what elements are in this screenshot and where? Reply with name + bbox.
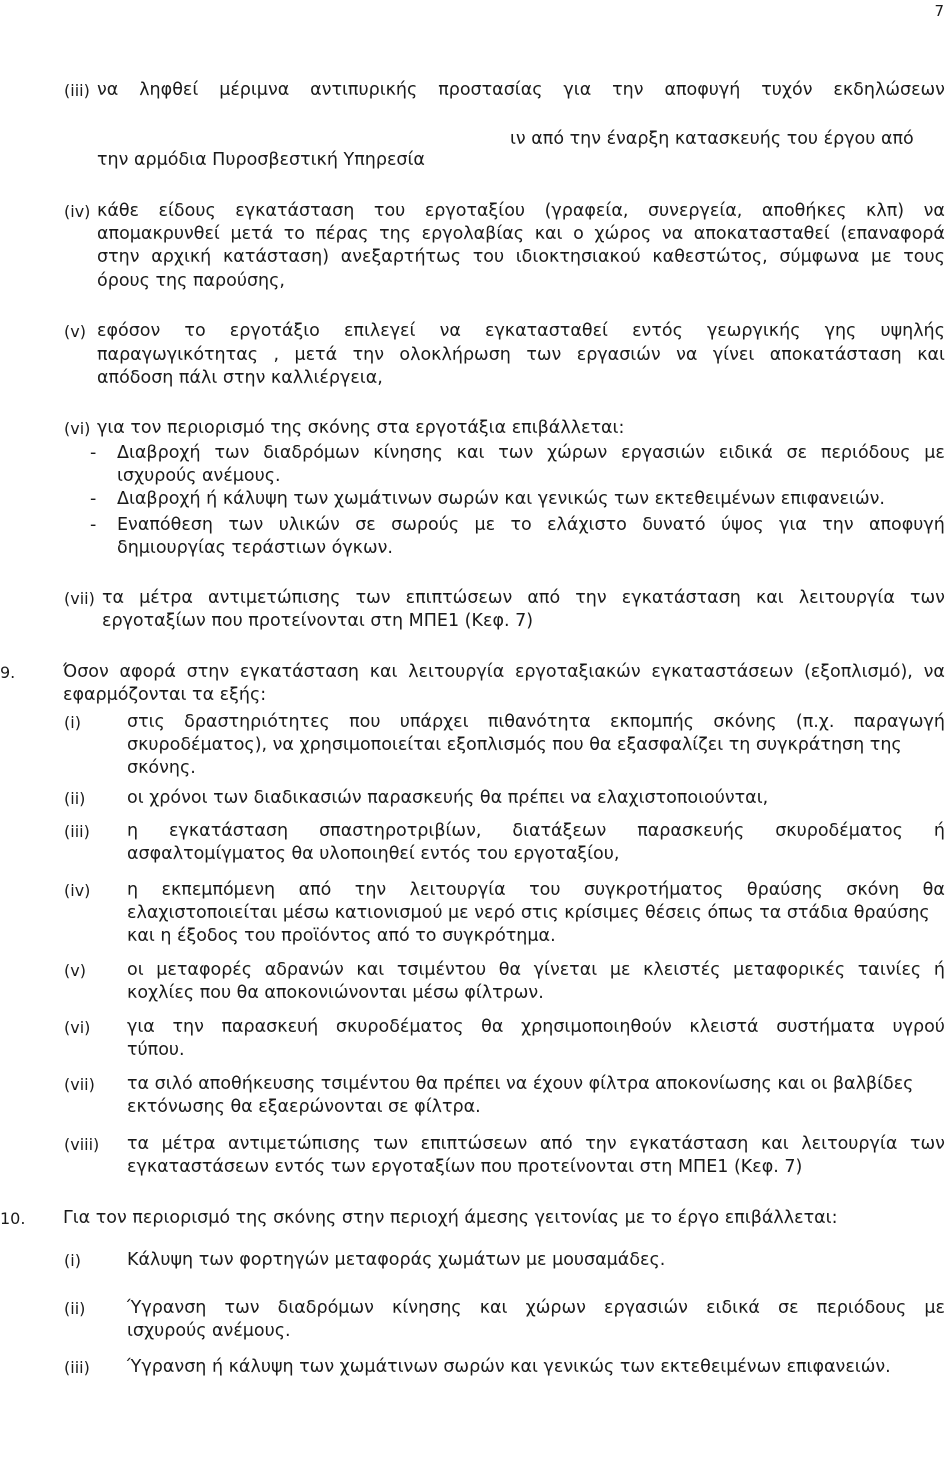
word: την xyxy=(612,80,644,100)
word: να xyxy=(923,662,945,682)
word: συστήματα xyxy=(776,1017,875,1037)
word: αποκατάσταση xyxy=(769,345,902,365)
paragraph-line xyxy=(97,79,945,102)
word: μετά xyxy=(294,345,338,365)
word: τα xyxy=(127,1134,150,1154)
word: ανεξαρτήτως xyxy=(340,247,462,267)
word: την xyxy=(575,588,607,608)
word: να xyxy=(661,224,684,244)
word: εργασιών xyxy=(621,443,706,463)
bullet-line: Διαβροχή ή κάλυψη των χωμάτινων σωρών και γενικώς των εκτεθειμένων επιφανειών. xyxy=(117,489,885,509)
bullet-line xyxy=(117,514,945,537)
paragraph-line: εργοταξίων που προτείνονται στη ΜΠΕ1 (Κεφ. 7) xyxy=(102,611,534,631)
word: (επαναφορά xyxy=(840,224,945,244)
word: εγκατάσταση xyxy=(235,201,355,221)
item-label: (iii) xyxy=(64,1358,90,1377)
word: με xyxy=(609,960,631,980)
bullet-line: ισχυρούς ανέμους. xyxy=(117,466,281,486)
word: Διαβροχή xyxy=(117,443,201,463)
paragraph-line: εκτόνωσης θα εξαερώνονται σε φίλτρα. xyxy=(127,1097,481,1117)
word: αποφυγή xyxy=(868,515,945,535)
word: εκδηλώσεων xyxy=(833,80,945,100)
word: παραγωγή xyxy=(853,712,945,732)
item-label: (viii) xyxy=(64,1135,100,1154)
word: ή xyxy=(933,821,945,841)
word: να xyxy=(923,201,945,221)
page-number: 7 xyxy=(934,2,944,20)
word: μέτρα xyxy=(161,1134,216,1154)
item-label: (iv) xyxy=(64,202,91,221)
word: τα xyxy=(102,588,125,608)
word: διατάξεων xyxy=(512,821,607,841)
word: χώρων xyxy=(547,443,608,463)
paragraph-line: σκυροδέματος), να χρησιμοποιείται εξοπλισμός που θα εξασφαλίζει τη συγκράτηση της xyxy=(127,735,902,755)
word: είδους xyxy=(158,201,216,221)
item-label: (vii) xyxy=(64,1075,95,1094)
word: εργολαβίας xyxy=(421,224,525,244)
word: να xyxy=(97,80,119,100)
word: εργοτάξιο xyxy=(229,321,320,341)
bullet-dash: - xyxy=(90,489,97,509)
word: παρασκευή xyxy=(221,1017,319,1037)
word: κίνησης xyxy=(392,1298,462,1318)
word: παρασκευής xyxy=(637,821,745,841)
word: το xyxy=(184,321,206,341)
word: και xyxy=(369,662,398,682)
paragraph-line: και η έξοδος του προϊόντος από το συγκρότημα. xyxy=(127,926,556,946)
word: εγκατάσταση xyxy=(239,662,359,682)
word: από xyxy=(527,588,561,608)
section-number: 10. xyxy=(0,1209,26,1228)
word: σπαστηροτριβίων, xyxy=(319,821,482,841)
word: για xyxy=(127,1017,155,1037)
item-label: (v) xyxy=(64,322,86,341)
word: για xyxy=(778,515,807,535)
bullet-line xyxy=(117,442,945,465)
word: εγκατάσταση xyxy=(169,821,289,841)
word: λειτουργία xyxy=(801,1134,898,1154)
word: τους xyxy=(903,247,945,267)
bullet-line: δημιουργίας τεράστιων όγκων. xyxy=(117,538,393,558)
word: των xyxy=(355,588,391,608)
word: θα xyxy=(481,1017,504,1037)
word: προστασίας xyxy=(438,80,543,100)
word: γίνει xyxy=(712,345,755,365)
word: παραγωγικότητας xyxy=(97,345,258,365)
word: εκπεμπόμενη xyxy=(161,880,276,900)
paragraph-line: όρους της παρούσης, xyxy=(97,271,285,291)
paragraph-line: εφαρμόζονται τα εξής: xyxy=(63,685,267,705)
word: υψηλής xyxy=(880,321,945,341)
paragraph-line xyxy=(97,344,945,367)
word: αρχική xyxy=(151,247,212,267)
word: και xyxy=(456,443,485,463)
word: μετά xyxy=(230,224,274,244)
word: καθεστώτος, xyxy=(652,247,768,267)
paragraph-line xyxy=(127,820,945,843)
word: το xyxy=(510,515,532,535)
word: ειδικά xyxy=(718,443,773,463)
word: σε xyxy=(778,1298,799,1318)
word: η xyxy=(127,821,139,841)
word: μεταφορικές xyxy=(733,960,846,980)
word: ο xyxy=(573,224,584,244)
paragraph-line xyxy=(127,959,945,982)
word: των xyxy=(228,515,264,535)
paragraph-line: οι χρόνοι των διαδικασιών παρασκευής θα πρέπει να ελαχιστοποιούνται, xyxy=(127,788,769,808)
word: εγκατάσταση xyxy=(629,1134,749,1154)
word: ειδικά xyxy=(706,1298,760,1318)
word: που xyxy=(349,712,381,732)
word: υπάρχει xyxy=(399,712,469,732)
word: με xyxy=(474,515,496,535)
item-label: (vi) xyxy=(64,419,91,438)
word: Όσον xyxy=(63,662,109,682)
word: πέρας xyxy=(315,224,369,244)
paragraph-line: ισχυρούς ανέμους. xyxy=(127,1321,291,1341)
word: απομακρυνθεί xyxy=(97,224,220,244)
word: ολοκλήρωση xyxy=(399,345,511,365)
word: θα xyxy=(498,960,522,980)
word: διαδρόμων xyxy=(263,443,360,463)
word: το xyxy=(283,224,305,244)
paragraph-line: για τον περιορισμό της σκόνης στα εργοτάξια επιβάλλεται: xyxy=(97,418,625,438)
word: για xyxy=(563,80,592,100)
section-number: 9. xyxy=(0,663,16,682)
word: επιλεγεί xyxy=(343,321,416,341)
word: αποκατασταθεί xyxy=(693,224,830,244)
word: συνεργεία, xyxy=(647,201,743,221)
word: και xyxy=(917,345,945,365)
word: σκόνης xyxy=(713,712,777,732)
paragraph-line xyxy=(127,879,945,902)
word: να xyxy=(439,321,461,341)
word: εγκατασταθεί xyxy=(484,321,608,341)
word: χώρος xyxy=(594,224,652,244)
word: συγκροτήματος xyxy=(583,880,724,900)
word: των xyxy=(909,1134,945,1154)
word: ή xyxy=(933,960,945,980)
paragraph-line xyxy=(127,1133,945,1156)
word: εγκατάσταση xyxy=(621,588,741,608)
word: επιπτώσεων xyxy=(405,588,513,608)
word: μέριμνα xyxy=(219,80,290,100)
word: με xyxy=(924,1298,945,1318)
bullet-dash: - xyxy=(90,515,97,535)
word: χρησιμοποιηθούν xyxy=(521,1017,672,1037)
paragraph-line: ελαχιστοποιείται μέσω κατιονισμού με νερό στις κρίσιμες θέσεις όπως τα στάδια θραύσης xyxy=(127,903,930,923)
word: των xyxy=(909,588,945,608)
word: κάθε xyxy=(97,201,140,221)
word: της xyxy=(379,224,412,244)
word: του xyxy=(373,201,406,221)
word: κλειστές xyxy=(643,960,721,980)
word: θα xyxy=(922,880,945,900)
word: εντός xyxy=(632,321,683,341)
word: εργασιών xyxy=(576,345,661,365)
word: την xyxy=(352,345,384,365)
word: στην xyxy=(186,662,230,682)
word: αποθήκες xyxy=(761,201,847,221)
word: ύψος xyxy=(720,515,764,535)
paragraph-line: τα σιλό αποθήκευσης τσιμέντου θα πρέπει να έχουν φίλτρα αποκονίωσης και οι βαλβίδες xyxy=(127,1074,914,1094)
item-label: (i) xyxy=(64,713,81,732)
word: σύμφωνα xyxy=(779,247,860,267)
bullet-dash: - xyxy=(90,443,97,463)
word: πιθανότητα xyxy=(487,712,591,732)
word: , xyxy=(273,345,280,365)
paragraph-line: Κάλυψη των φορτηγών μεταφοράς χωμάτων με μουσαμάδες. xyxy=(127,1250,666,1270)
word: γεωργικής xyxy=(706,321,801,341)
word: τσιμέντου xyxy=(396,960,487,980)
word: σκόνη xyxy=(846,880,900,900)
item-label: (i) xyxy=(64,1251,81,1270)
word: χώρων xyxy=(525,1298,586,1318)
word: και xyxy=(760,1134,789,1154)
word: περιόδους xyxy=(820,443,911,463)
word: κλπ) xyxy=(866,201,905,221)
paragraph-line xyxy=(63,661,945,684)
word: αντιμετώπισης xyxy=(228,1134,361,1154)
word: (π.χ. xyxy=(795,712,835,732)
word: επιπτώσεων xyxy=(420,1134,528,1154)
word: και xyxy=(479,1298,508,1318)
paragraph-line xyxy=(127,1297,945,1320)
word: μέτρα xyxy=(139,588,193,608)
paragraph-line: τύπου. xyxy=(127,1040,185,1060)
word: των xyxy=(214,443,250,463)
word: εργοταξιακών xyxy=(514,662,641,682)
paragraph-line: την αρμόδια Πυροσβεστική Υπηρεσία xyxy=(97,150,425,170)
word: από xyxy=(539,1134,573,1154)
word: των xyxy=(526,345,562,365)
word: κατάσταση) xyxy=(222,247,330,267)
word: αφορά xyxy=(119,662,176,682)
word: αντιμετώπισης xyxy=(208,588,341,608)
word: την xyxy=(172,1017,204,1037)
word: λειτουργία xyxy=(408,662,505,682)
paragraph-line: ιν από την έναρξη κατασκευής του έργου από xyxy=(510,129,914,149)
word: η xyxy=(127,880,139,900)
word: σκυροδέματος xyxy=(775,821,903,841)
item-label: (v) xyxy=(64,961,86,980)
item-label: (iv) xyxy=(64,881,91,900)
paragraph-line xyxy=(127,1016,945,1039)
word: γίνεται xyxy=(533,960,598,980)
word: εφόσον xyxy=(97,321,161,341)
word: ελάχιστο xyxy=(547,515,627,535)
paragraph-line: απόδοση πάλι στην καλλιέργεια, xyxy=(97,368,383,388)
word: ταινίες xyxy=(857,960,922,980)
word: εργασιών xyxy=(604,1298,688,1318)
word: δυνατό xyxy=(642,515,706,535)
word: κίνησης xyxy=(373,443,443,463)
word: στις xyxy=(127,712,165,732)
paragraph-line: Για τον περιορισμό της σκόνης στην περιοχή άμεσης γειτονίας με το έργο επιβάλλεται: xyxy=(63,1208,838,1228)
word: κλειστά xyxy=(689,1017,759,1037)
paragraph-line: Ύγρανση ή κάλυψη των χωμάτινων σωρών και γενικώς των εκτεθειμένων επιφανειών. xyxy=(127,1357,891,1377)
word: εγκαταστάσεων xyxy=(651,662,794,682)
word: Ύγρανση xyxy=(127,1298,207,1318)
word: την xyxy=(354,880,387,900)
paragraph-line xyxy=(97,200,945,223)
word: τυχόν xyxy=(761,80,813,100)
word: εργοταξίου xyxy=(424,201,526,221)
word: να xyxy=(676,345,698,365)
word: στην xyxy=(97,247,140,267)
word: λειτουργία xyxy=(798,588,895,608)
paragraph-line xyxy=(97,223,945,246)
word: σε xyxy=(355,515,376,535)
word: σκυροδέματος xyxy=(335,1017,464,1037)
word: μεταφορές xyxy=(156,960,253,980)
word: των xyxy=(373,1134,409,1154)
paragraph-line xyxy=(97,246,945,269)
item-label: (vii) xyxy=(64,589,95,608)
item-label: (iii) xyxy=(64,81,90,100)
word: με xyxy=(924,443,945,463)
word: σε xyxy=(786,443,808,463)
word: και xyxy=(755,588,784,608)
word: ληφθεί xyxy=(139,80,199,100)
word: σωρούς xyxy=(391,515,460,535)
word: του xyxy=(529,880,561,900)
paragraph-line xyxy=(97,320,945,343)
word: την xyxy=(822,515,854,535)
word: αδρανών xyxy=(264,960,344,980)
paragraph-line: σκόνης. xyxy=(127,758,196,778)
word: εκπομπής xyxy=(610,712,695,732)
paragraph-line: εγκαταστάσεων εντός των εργοταξίων που προτείνονται στη ΜΠΕ1 (Κεφ. 7) xyxy=(127,1157,803,1177)
word: γης xyxy=(824,321,857,341)
item-label: (ii) xyxy=(64,789,86,808)
word: και xyxy=(356,960,385,980)
word: περιόδους xyxy=(816,1298,907,1318)
word: υλικών xyxy=(278,515,340,535)
word: (γραφεία, xyxy=(544,201,629,221)
word: ιδιοκτησιακού xyxy=(515,247,641,267)
word: θραύσης xyxy=(746,880,823,900)
word: την xyxy=(585,1134,617,1154)
word: υγρού xyxy=(892,1017,945,1037)
word: του xyxy=(472,247,505,267)
word: αποφυγή xyxy=(664,80,741,100)
item-label: (iii) xyxy=(64,822,90,841)
word: με xyxy=(870,247,892,267)
paragraph-line: ασφαλτομίγματος θα υλοποιηθεί εντός του εργοταξίου, xyxy=(127,844,620,864)
word: των xyxy=(498,443,534,463)
word: λειτουργία xyxy=(409,880,506,900)
item-label: (ii) xyxy=(64,1299,86,1318)
word: Εναπόθεση xyxy=(117,515,213,535)
word: διαδρόμων xyxy=(277,1298,374,1318)
word: δραστηριότητες xyxy=(184,712,330,732)
word: των xyxy=(224,1298,260,1318)
item-label: (vi) xyxy=(64,1018,91,1037)
paragraph-line xyxy=(127,711,945,734)
word: οι xyxy=(127,960,144,980)
word: και xyxy=(534,224,563,244)
word: από xyxy=(298,880,332,900)
word: αντιπυρικής xyxy=(310,80,418,100)
word: (εξοπλισμό), xyxy=(803,662,913,682)
paragraph-line xyxy=(102,587,945,610)
paragraph-line: κοχλίες που θα αποκονιώνονται μέσω φίλτρων. xyxy=(127,983,544,1003)
